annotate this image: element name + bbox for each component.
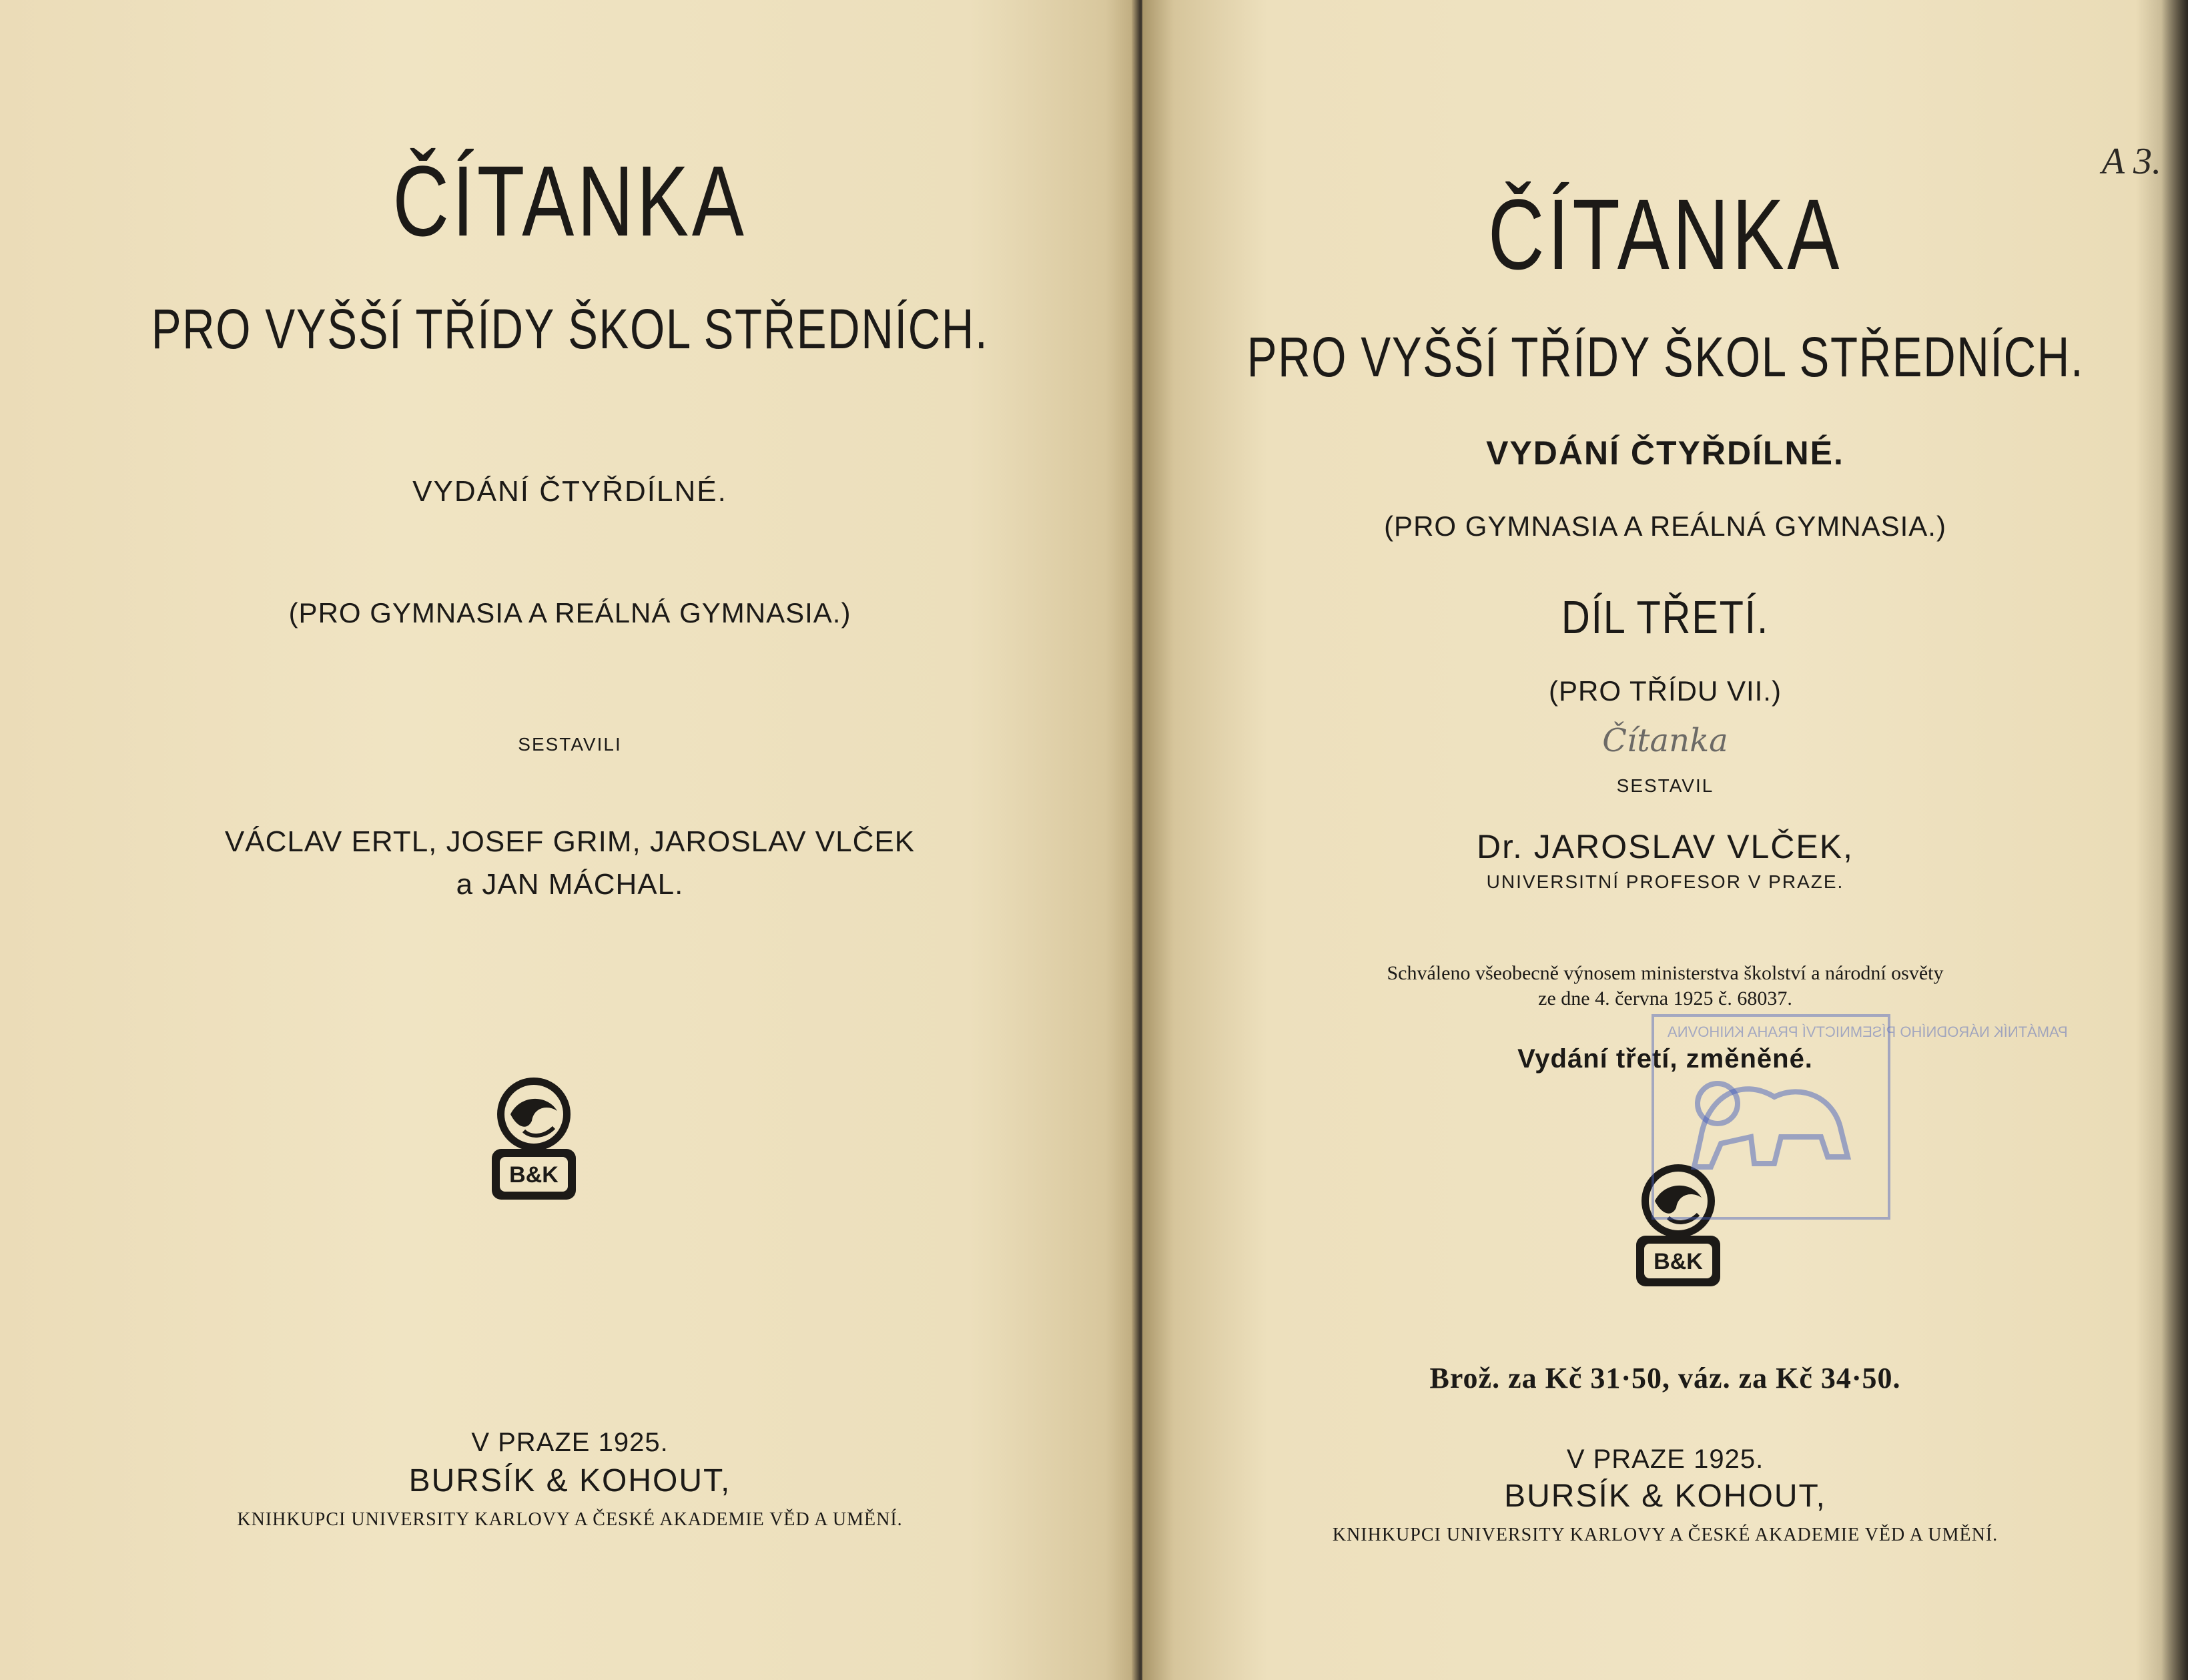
right-page xyxy=(1142,0,2188,1680)
left-authors-line1: VÁCLAV ERTL, JOSEF GRIM, JAROSLAV VLČEK xyxy=(224,825,916,858)
price: Brož. za Kč 31·50, váz. za Kč 34·50. xyxy=(1429,1362,1901,1394)
right-publisher: BURSÍK & KOHOUT, xyxy=(1504,1479,1826,1514)
right-bookseller: KNIHKUPCI UNIVERSITY KARLOVY A ČESKÉ AKADEMIE VĚD A UMĚNÍ. xyxy=(1332,1525,1998,1545)
right-city-year: V PRAZE 1925. xyxy=(1566,1444,1764,1474)
stamp-text: PAMÁTNÍK NÁRODNÍHO PÍSEMNICTVÍ PRAHA KNIHOVNA xyxy=(1668,1023,2068,1040)
right-edition: VYDÁNÍ ČTYŘDÍLNÉ. xyxy=(1486,434,1844,472)
library-stamp xyxy=(1652,1014,2068,1220)
right-part: DÍL TŘETÍ. xyxy=(1561,591,1770,643)
right-subtitle: PRO VYŠŠÍ TŘÍDY ŠKOL STŘEDNÍCH. xyxy=(1246,326,2085,388)
left-authors-line2: a JAN MÁCHAL. xyxy=(456,868,684,901)
approval-line2: ze dne 4. června 1925 č. 68037. xyxy=(1538,987,1792,1009)
left-subtitle: PRO VYŠŠÍ TŘÍDY ŠKOL STŘEDNÍCH. xyxy=(151,298,989,360)
publisher-logo-icon xyxy=(484,1074,584,1208)
approval-note xyxy=(1142,961,2188,1011)
right-school-types: (PRO GYMNASIA A REÁLNÁ GYMNASIA.) xyxy=(1384,510,1946,542)
left-school-types: (PRO GYMNASIA A REÁLNÁ GYMNASIA.) xyxy=(288,597,851,628)
shelfmark: A 3. xyxy=(2101,141,2161,182)
stamp-lion-icon xyxy=(1681,1057,1861,1177)
left-logo-text: B&K xyxy=(509,1162,559,1188)
left-bookseller: KNIHKUPCI UNIVERSITY KARLOVY A ČESKÉ AKADEMIE VĚD A UMĚNÍ. xyxy=(237,1509,903,1530)
left-publisher: BURSÍK & KOHOUT, xyxy=(408,1463,731,1499)
right-author: Dr. JAROSLAV VLČEK, xyxy=(1476,828,1854,865)
left-city-year: V PRAZE 1925. xyxy=(471,1428,669,1457)
right-compiled-by: SESTAVIL xyxy=(1616,775,1714,796)
page-edge-shadow xyxy=(2161,0,2188,1680)
approval-line1: Schváleno všeobecně výnosem ministerstva školství a národní osvěty xyxy=(1387,962,1944,984)
left-edition: VYDÁNÍ ČTYŘDÍLNÉ. xyxy=(412,475,727,508)
edition-note: Vydání třetí, změněné. xyxy=(1517,1044,1813,1074)
right-for-class: (PRO TŘÍDU VII.) xyxy=(1549,675,1782,707)
left-authors xyxy=(0,821,1140,906)
left-title: ČÍTANKA xyxy=(392,145,747,257)
right-logo-text: B&K xyxy=(1654,1249,1703,1274)
right-author-title: UNIVERSITNÍ PROFESOR V PRAZE. xyxy=(1486,871,1844,892)
right-title: ČÍTANKA xyxy=(1487,178,1843,290)
handwritten-note: Čítanka xyxy=(1602,722,1728,759)
left-compiled-by: SESTAVILI xyxy=(518,734,622,755)
